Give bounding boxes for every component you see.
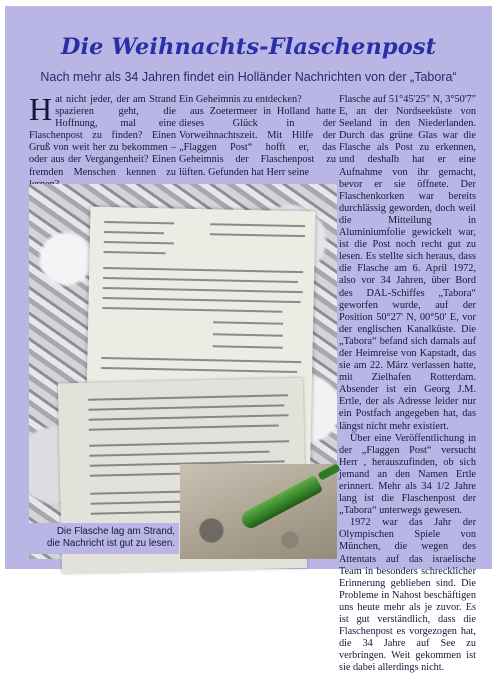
photo-caption xyxy=(29,523,179,554)
text-column-1 xyxy=(29,91,176,191)
message-in-bottle-photo xyxy=(29,184,337,559)
green-bottle-image xyxy=(239,475,323,531)
bottle-neck xyxy=(317,463,340,480)
column2-paragraph-2: aus Zoetermeer in Holland hatte dieses Glück in der Vorweihnachtszeit. Mit Hilfe der „Flaggen Post“ hofft er, das Geheimnis der Flaschenpost zu lüften. Gefunden hat Herr seine xyxy=(179,106,336,178)
caption-line-2: die Nachricht ist gut zu lesen. xyxy=(47,538,175,549)
intro-paragraph xyxy=(29,91,176,191)
column3-paragraph-2: Über eine Veröffentlichung in der „Flaggen Post“ versucht Herr , herauszufinden, ob sich jemand an den Namen Ertle erinnert. Mehr als 34 1/2 Jahre lang ist die Flaschenpost der „Tabora“ unterwegs gewesen. xyxy=(339,432,476,517)
article-subtitle: Nach mehr als 34 Jahren findet ein Holländer Nachrichten von der „Tabora“ xyxy=(40,70,457,84)
article-title: Die Weihnachts-Flaschenpost xyxy=(60,34,437,60)
column3-paragraph-3: 1972 war das Jahr der Olympischen Spiele von München, die wegen des Attentats auf das israelische Team in besonders schrecklicher Erinnerung geblieben sind. Die Probleme in Nahost beschäftigen uns heute mehr als je zuvor. Es ist gut verständlich, dass die Flaschenpost es vorgezogen hat, die 34 Jahre auf See zu verbringen. Weit gekommen ist sie dabei allerdings nicht. xyxy=(339,517,476,674)
text-column-2 xyxy=(179,94,336,179)
column2-paragraph-1: Ein Geheimnis zu entdecken? xyxy=(179,94,302,105)
article-page xyxy=(5,6,492,674)
text-column-3 xyxy=(339,94,476,675)
caption-line-1: Die Flasche lag am Strand, xyxy=(56,526,175,537)
bottle-on-beach-inset xyxy=(180,464,337,559)
intro-text: at nicht jeder, der am Strand spazieren geht, die Hoffnung, mal eine Flaschenpost zu finden? Einen Gruß von weit her zu bekommen – oder aus der Vergangenheit? Einen fremden Menschen kennen zu xyxy=(29,94,176,178)
drop-cap: H xyxy=(29,91,53,127)
column3-paragraph-1: Flasche auf 51°45'25" N, 3°50'7" E, an der Nordseeküste von Seeland in den Niederlanden. Durch das grüne Glas war die Flasche als Post zu erkennen, und deshalb hat er eine Aufnahme von ihr gemacht, bevor er sie öffnete. Der Flaschenkorken war bereits durchlässig geworden, doch weil die Mitteilung in Aluminiumfolie gewickelt war, ist die Post noch recht gut zu lesen. Es stellte sich heraus, dass die Flasche am 6. April 1972, also vor 34 Jahren, über Bord des DAL-Schiffes „Tabora“ geworfen wurde, auf der Position 50°27' N, 00°50' E, vor der englischen Kanalküste. Die „Tabora“ befand sich damals auf der Heimreise von Kapstadt, das sie am 22. März verlassen hatte, mit Zielhafen Rotterdam. Absender ist ein Georg J.M. Ertle, der als Adresse leider nur ein Postfach angegeben hat, das längst nicht mehr existiert. xyxy=(339,94,476,432)
